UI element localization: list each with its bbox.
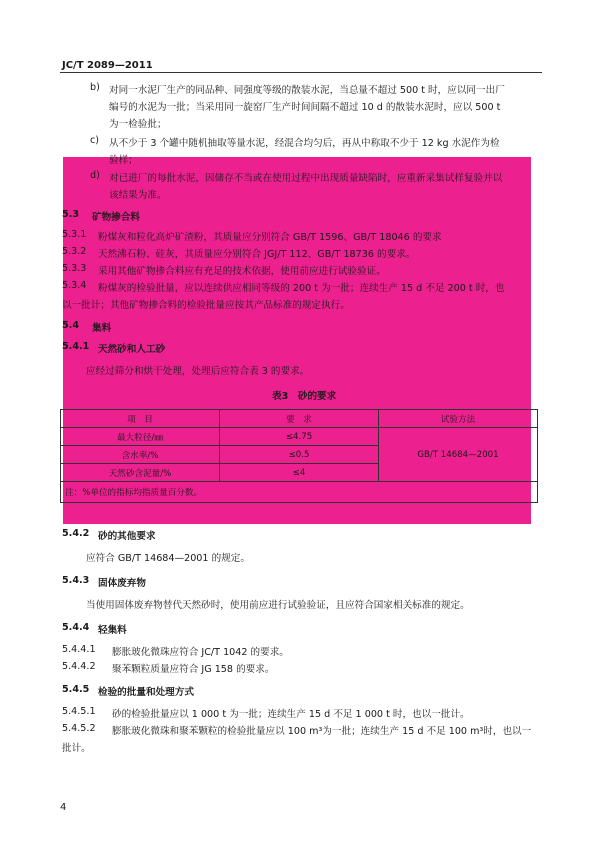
clause-5-3-3-number: 5.3.3 (62, 263, 87, 274)
clause-5-3-2-text: 天然沸石粉、硅灰，其质量应分别符合 JGJ/T 112、GB/T 18736 的要求。 (98, 249, 416, 260)
list-label-c: c) (90, 135, 100, 146)
clause-5-3-4-line-1: 粉煤灰的检验批量，应以连续供应相同等级的 200 t 为一批；连续生产 15 d 不足 200 t 时，也 (98, 283, 505, 294)
list-d-line-1: 对已进厂的每批水泥，因储存不当或在使用过程中出现质量缺陷时，应重新采集试样复验并以 (109, 173, 503, 184)
clause-5-3-2-number: 5.3.2 (62, 246, 87, 257)
clause-5-4-5-2-line-1: 膨胀玻化微珠和聚苯颗粒的检验批量应以 100 m³为一批；连续生产 15 d 不足 100 m³时，也以一 (112, 726, 532, 737)
clause-5-4-5-2-line-2: 批计。 (62, 743, 91, 754)
table-row (61, 428, 538, 446)
list-d-line-2: 该结果为准。 (109, 190, 167, 201)
table-note-row (61, 482, 538, 503)
list-c-line-2: 验样； (109, 155, 138, 166)
clause-5-4-2-text: 应符合 GB/T 14684—2001 的规定。 (86, 553, 250, 564)
clause-5-4-2-number: 5.4.2 (62, 528, 90, 539)
sand-requirements-table (60, 409, 538, 503)
clause-5-4-2-title: 砂的其他要求 (98, 531, 156, 542)
table-note: 注：%单位的指标均指质量百分数。 (61, 482, 538, 503)
clause-5-4-4-1-text: 膨胀玻化微珠应符合 JC/T 1042 的要求。 (112, 647, 289, 658)
clause-5-3-3-text: 采用其他矿物掺合料应有充足的技术依据，使用前应进行试验验证。 (98, 266, 386, 277)
clause-5-4-4-2-number: 5.4.4.2 (62, 661, 96, 672)
clause-5-3-4-line-2: 以一批计；其他矿物掺合料的检验批量应按其产品标准的规定执行。 (62, 300, 350, 311)
list-b-line-2: 编号的水泥为一批；当采用同一旋窑厂生产时间间隔不超过 10 d 的散装水泥时，应以 500 t (109, 102, 501, 113)
table-cell-item: 天然砂含泥量/% (61, 464, 220, 482)
page-number: 4 (60, 802, 67, 813)
clause-5-4-5-title: 检验的批量和处理方式 (98, 687, 194, 698)
table-cell-requirement: ≤4.75 (220, 428, 379, 446)
list-label-d: d) (90, 170, 100, 181)
header-rule (60, 72, 542, 73)
clause-5-4-1-text: 应经过筛分和烘干处理，处理后应符合表 3 的要求。 (86, 366, 310, 377)
section-5-3-number: 5.3 (62, 209, 79, 220)
list-b-line-3: 为一检验批； (109, 119, 167, 130)
standard-code-header: JC/T 2089—2011 (62, 60, 153, 71)
clause-5-4-5-2-number: 5.4.5.2 (62, 723, 96, 734)
table-cell-item: 含水率/% (61, 446, 220, 464)
table-header-method: 试验方法 (379, 410, 538, 428)
clause-5-4-4-number: 5.4.4 (62, 622, 90, 633)
table-cell-method: GB/T 14684—2001 (379, 428, 538, 482)
clause-5-3-4-number: 5.3.4 (62, 280, 87, 291)
clause-5-4-1-title: 天然砂和人工砂 (98, 344, 166, 355)
section-5-3-title: 矿物掺合料 (92, 212, 140, 223)
table-cell-item: 最大粒径/㎜ (61, 428, 220, 446)
clause-5-4-5-1-text: 砂的检验批量应以 1 000 t 为一批；连续生产 15 d 不足 1 000 t 时，也以一批计。 (112, 709, 470, 720)
clause-5-4-5-1-number: 5.4.5.1 (62, 706, 96, 717)
clause-5-4-5-number: 5.4.5 (62, 684, 90, 695)
clause-5-3-1-number: 5.3.1 (62, 229, 87, 240)
table-3-caption: 表3 砂的要求 (272, 391, 337, 402)
clause-5-4-3-number: 5.4.3 (62, 575, 90, 586)
clause-5-4-1-number: 5.4.1 (62, 341, 90, 352)
table-header-requirement: 要 求 (220, 410, 379, 428)
table-cell-requirement: ≤0.5 (220, 446, 379, 464)
clause-5-4-4-title: 轻集料 (98, 625, 127, 636)
section-5-4-number: 5.4 (62, 320, 79, 331)
table-header-row (61, 410, 538, 428)
clause-5-4-4-1-number: 5.4.4.1 (62, 644, 96, 655)
clause-5-3-1-text: 粉煤灰和粒化高炉矿渣粉，其质量应分别符合 GB/T 1596、GB/T 18046 的要求 (98, 232, 442, 243)
section-5-4-title: 集料 (92, 323, 112, 334)
list-c-line-1: 从不少于 3 个罐中随机抽取等量水泥，经混合均匀后，再从中称取不少于 12 kg 水泥作为检 (109, 138, 500, 149)
clause-5-4-3-text: 当使用固体废弃物替代天然砂时，使用前应进行试验验证，且应符合国家相关标准的规定。 (86, 600, 470, 611)
table-cell-requirement: ≤4 (220, 464, 379, 482)
clause-5-4-4-2-text: 聚苯颗粒质量应符合 JG 158 的要求。 (112, 664, 275, 675)
list-label-b: b) (90, 82, 100, 93)
table-header-item: 项 目 (61, 410, 220, 428)
list-b-line-1: 对同一水泥厂生产的同品种、同强度等级的散装水泥，当总量不超过 500 t 时，应以同一出厂 (109, 85, 505, 96)
clause-5-4-3-title: 固体废弃物 (98, 578, 146, 589)
